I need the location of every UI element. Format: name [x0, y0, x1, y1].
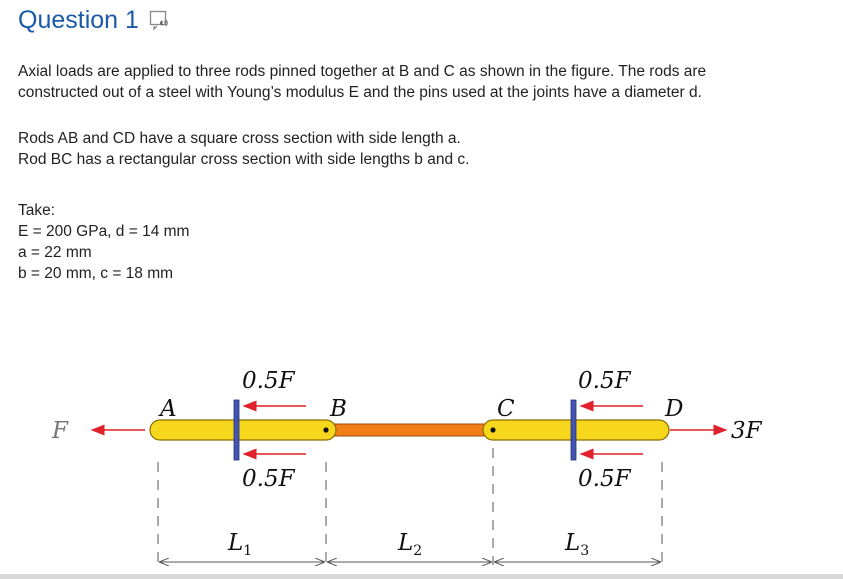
text-line: Rod BC has a rectangular cross section with side lengths b and c. — [18, 151, 470, 168]
length-label-l2: $L_2$ — [398, 530, 423, 559]
load-plate-1 — [234, 400, 239, 460]
load-label-bottom-2: 0.5F — [578, 466, 631, 492]
text-line: Rods AB and CD have a square cross section with side length a. — [18, 130, 461, 147]
load-plate-2 — [571, 400, 576, 460]
rod-bc — [320, 424, 500, 436]
pin-c — [490, 427, 495, 432]
take-label: Take: — [18, 202, 56, 219]
load-label-top-2: 0.5F — [578, 368, 631, 394]
problem-paragraph — [18, 61, 818, 103]
given-a: a = 22 mm — [18, 244, 92, 261]
rod-ab — [150, 420, 336, 440]
given-b-c: b = 20 mm, c = 18 mm — [18, 265, 174, 282]
cross-section-paragraph — [18, 128, 469, 170]
text-line: constructed out of a steel with Young’s modulus E and the pins used at the joints have a diameter d. — [18, 84, 702, 101]
point-label-d: D — [665, 396, 684, 422]
point-label-c: C — [497, 396, 515, 422]
page-bottom-bar — [0, 574, 843, 579]
text-line: Axial loads are applied to three rods pinned together at B and C as shown in the figure. The rods are — [18, 63, 707, 80]
load-label-f: F — [52, 418, 68, 444]
point-label-b: B — [330, 396, 347, 422]
question-header — [18, 4, 171, 36]
speaker-box-icon[interactable] — [149, 9, 171, 31]
question-title: Question 1 — [18, 5, 139, 34]
load-label-3f: 3F — [731, 418, 762, 444]
load-label-bottom-1: 0.5F — [242, 466, 295, 492]
load-label-top-1: 0.5F — [242, 368, 295, 394]
pin-b — [323, 427, 328, 432]
given-values — [18, 200, 189, 284]
given-e-d: E = 200 GPa, d = 14 mm — [18, 223, 190, 240]
rod-figure — [0, 350, 843, 579]
length-label-l1: $L_1$ — [228, 530, 253, 559]
point-label-a: A — [160, 396, 177, 422]
length-label-l3: $L_3$ — [565, 530, 590, 559]
